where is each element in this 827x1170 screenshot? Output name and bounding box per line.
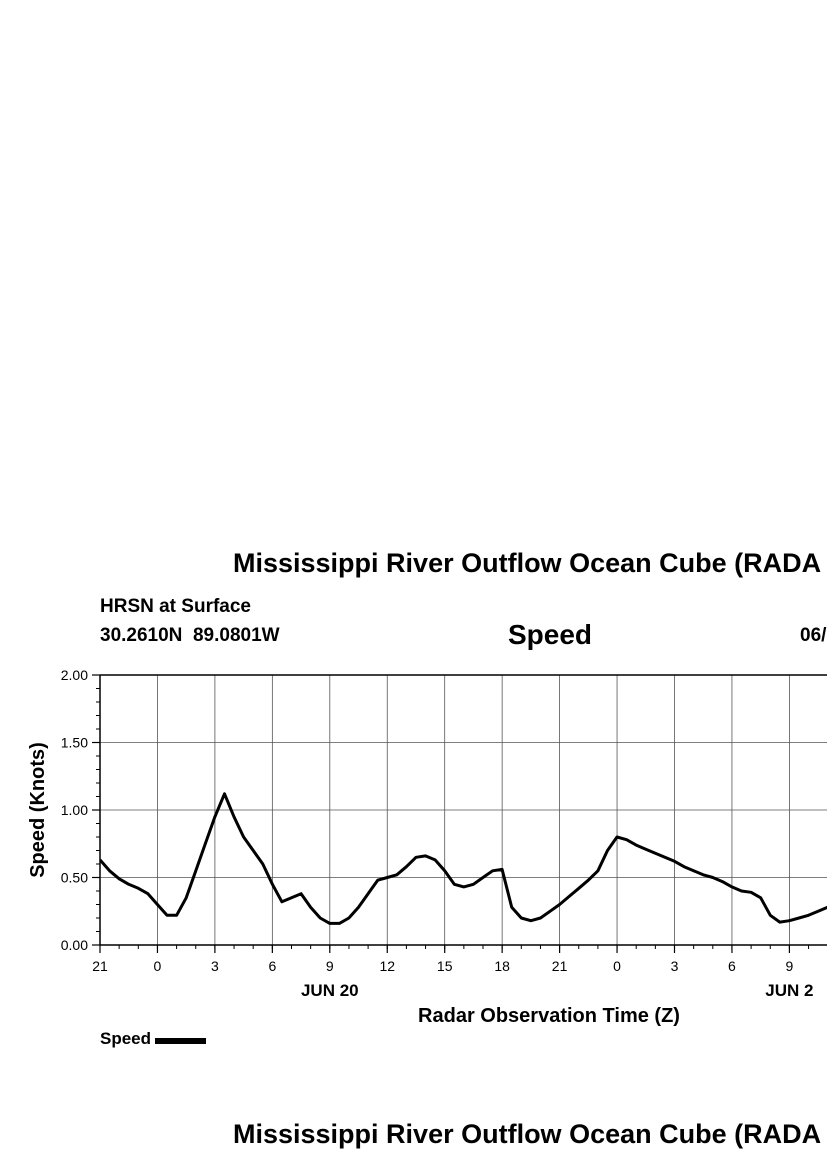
speed-chart (0, 660, 827, 1040)
grid-lines (100, 675, 827, 945)
panel-title: Speed (508, 619, 593, 650)
y-tick-label: 1.50 (60, 734, 88, 751)
legend-swatch (155, 1038, 206, 1044)
x-axis-title: Radar Observation Time (Z) (418, 1005, 680, 1027)
x-tick-label: 12 (379, 958, 396, 974)
x-tick-label: 18 (494, 958, 510, 974)
y-tick-label: 1.00 (60, 802, 88, 818)
legend (100, 1029, 206, 1049)
date-label: JUN 20 (300, 981, 359, 1000)
x-tick-label: 21 (92, 958, 108, 974)
x-tick-label: 0 (153, 958, 162, 974)
date-label: 06/ (800, 625, 827, 646)
y-tick-label: 2.00 (60, 667, 88, 683)
y-tick-label: 0.00 (60, 937, 88, 953)
station-name: HRSN at Surface (100, 596, 251, 617)
y-axis-title: Speed (Knots) (27, 742, 49, 878)
x-tick-label: 9 (325, 958, 334, 974)
legend-label: Speed (100, 1029, 152, 1048)
x-tick-label: 9 (785, 958, 794, 974)
series-line-speed (100, 794, 827, 924)
series-layer (100, 794, 827, 924)
axes (92, 675, 827, 953)
x-tick-label: 15 (436, 958, 453, 974)
next-chart-title: Mississippi River Outflow Ocean Cube (RADA (233, 1119, 822, 1149)
x-tick-label: 21 (551, 958, 568, 974)
station-coordinates: 30.2610N 89.0801W (100, 625, 280, 646)
x-tick-label: 3 (211, 958, 219, 974)
x-tick-label: 6 (268, 958, 277, 974)
y-tick-label: 0.50 (60, 869, 88, 886)
axis-labels (27, 667, 813, 1027)
date-label: JUN 2 (765, 981, 814, 1000)
x-tick-label: 0 (613, 958, 621, 974)
chart-title: Mississippi River Outflow Ocean Cube (RADA (233, 548, 822, 578)
x-tick-label: 3 (670, 958, 679, 974)
x-tick-label: 6 (728, 958, 736, 974)
